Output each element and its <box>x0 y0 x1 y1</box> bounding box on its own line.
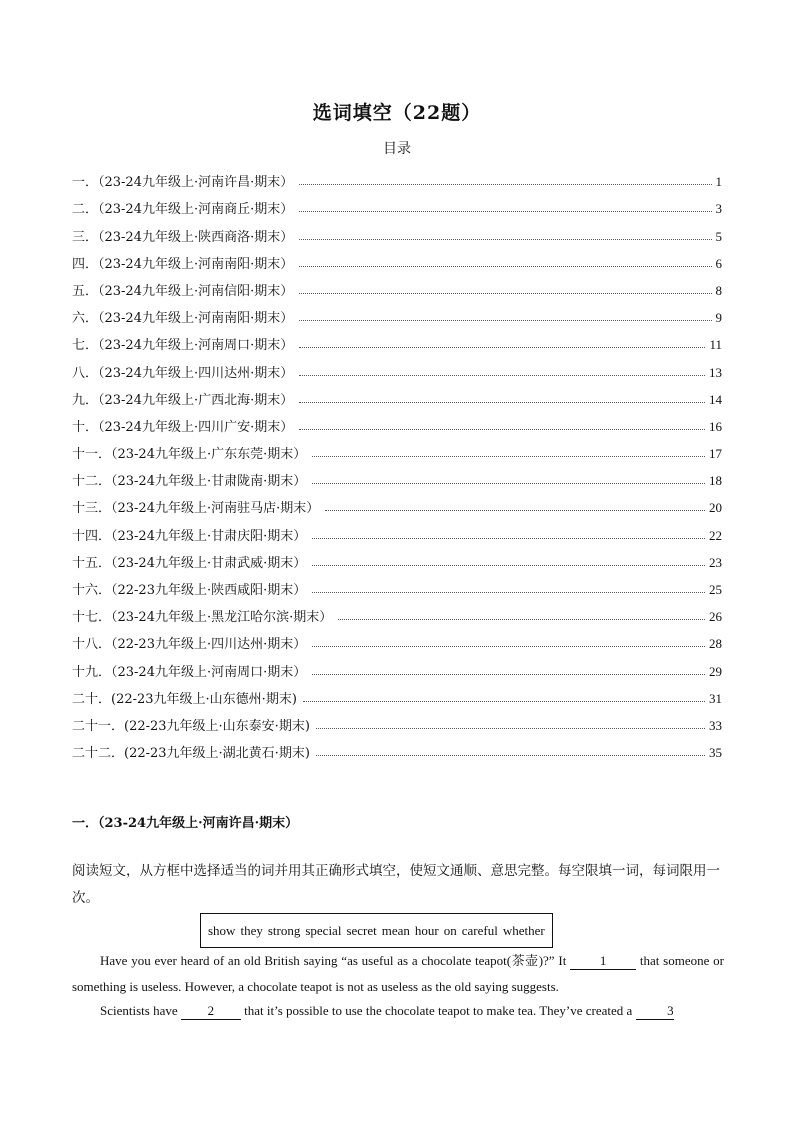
toc-entry-label: 二十一．(22-23九年级上·山东泰安·期末) <box>72 718 310 734</box>
document-title: 选词填空（22题） <box>312 102 482 124</box>
passage-paragraph <box>72 948 724 1000</box>
toc-entry-page: 9 <box>715 310 722 326</box>
toc-entry-page: 31 <box>709 690 722 706</box>
toc-entry[interactable] <box>72 462 722 489</box>
toc-entry-label: 四．（23-24九年级上·河南南阳·期末） <box>72 256 294 272</box>
toc-entry-label: 十三．（23-24九年级上·河南驻马店·期末） <box>72 501 320 517</box>
toc-dot-leader <box>299 183 711 185</box>
word-bank-word: special <box>305 923 342 938</box>
toc-entry-page: 6 <box>715 255 722 271</box>
toc-entry[interactable] <box>72 680 722 707</box>
toc-dot-leader <box>299 401 705 403</box>
toc-entry-label: 六．（23-24九年级上·河南南阳·期末） <box>72 311 294 327</box>
toc-entry[interactable] <box>72 353 722 380</box>
toc-entry-label: 十一．（23-24九年级上·广东东莞·期末） <box>72 447 307 463</box>
toc-dot-leader <box>299 292 711 294</box>
toc-entry-label: 三．（23-24九年级上·陕西商洛·期末） <box>72 229 294 245</box>
toc-entry-page: 25 <box>709 582 722 597</box>
toc-entry[interactable] <box>72 489 722 516</box>
paragraph-text: Have you ever heard of an old British saying “as useful as a chocolate teapot(茶壶)?” It <box>100 953 571 968</box>
answer-blank[interactable]: 1 <box>570 953 636 970</box>
toc-dot-leader <box>303 700 705 702</box>
toc-entry[interactable] <box>72 435 722 462</box>
word-bank-word: mean <box>381 923 410 938</box>
answer-blank[interactable]: 2 <box>181 1003 241 1020</box>
answer-blank[interactable]: 3 <box>636 1003 674 1020</box>
toc-entry-page: 28 <box>709 636 722 652</box>
toc-entry-page: 13 <box>709 364 722 380</box>
word-bank-word: on <box>443 923 457 938</box>
toc-dot-leader <box>312 482 705 484</box>
toc-entry-page: 35 <box>709 745 722 761</box>
toc-dot-leader <box>299 265 711 267</box>
toc-entry-page: 11 <box>709 337 722 353</box>
word-bank-word: show <box>208 923 236 938</box>
toc-entry[interactable] <box>72 381 722 408</box>
toc-entry[interactable] <box>72 707 722 734</box>
toc-entry[interactable] <box>72 408 722 435</box>
toc-dot-leader <box>312 673 705 675</box>
toc-dot-leader <box>312 455 705 457</box>
toc-dot-leader <box>312 537 705 539</box>
toc-entry-page: 14 <box>709 391 722 407</box>
toc-entry-page: 8 <box>715 282 722 298</box>
paragraph-text: Scientists have <box>100 1003 181 1018</box>
word-bank-word: whether <box>502 923 545 938</box>
toc-entry-label: 五．（23-24九年级上·河南信阳·期末） <box>72 283 294 299</box>
toc-dot-leader <box>299 428 705 430</box>
toc-entry[interactable] <box>72 734 722 761</box>
toc-entry-label: 十八．（22-23九年级上·四川达州·期末） <box>72 637 307 653</box>
toc-entry[interactable] <box>72 190 722 217</box>
toc-entry-page: 29 <box>709 663 722 679</box>
table-of-contents <box>72 163 722 761</box>
toc-entry-label: 二十．(22-23九年级上·山东德州·期末) <box>72 691 297 707</box>
section-heading: 一．（23-24九年级上·河南许昌·期末） <box>72 816 299 831</box>
word-bank-word: they <box>240 923 263 938</box>
toc-entry-label: 十七．（23-24九年级上·黑龙江哈尔滨·期末） <box>72 610 333 626</box>
toc-entry[interactable] <box>72 544 722 571</box>
toc-entry[interactable] <box>72 516 722 543</box>
toc-entry[interactable] <box>72 571 722 598</box>
toc-entry-label: 十九．（23-24九年级上·河南周口·期末） <box>72 664 307 680</box>
word-bank-word: careful <box>461 923 498 938</box>
paragraph-text: that someone or something is useless. However, a chocolate teapot is not as useless as the old saying suggests. <box>72 953 724 994</box>
toc-entry-page: 1 <box>715 174 722 190</box>
toc-dot-leader <box>312 591 705 593</box>
toc-dot-leader <box>338 618 705 620</box>
toc-entry-label: 九．（23-24九年级上·广西北海·期末） <box>72 392 294 408</box>
toc-entry[interactable] <box>72 652 722 679</box>
toc-entry[interactable] <box>72 217 722 244</box>
toc-entry-label: 七．（23-24九年级上·河南周口·期末） <box>72 338 294 354</box>
toc-entry-label: 十六．（22-23九年级上·陕西咸阳·期末） <box>72 583 307 598</box>
toc-entry-page: 16 <box>709 418 722 434</box>
toc-dot-leader <box>299 319 711 321</box>
toc-entry[interactable] <box>72 625 722 652</box>
toc-entry-page: 18 <box>709 473 722 489</box>
toc-heading: 目录 <box>383 141 411 157</box>
toc-entry[interactable] <box>72 299 722 326</box>
toc-entry-page: 5 <box>715 228 722 244</box>
passage-paragraph <box>72 998 724 1024</box>
toc-entry-page: 17 <box>709 446 722 462</box>
toc-dot-leader <box>299 238 711 240</box>
toc-entry-page: 20 <box>709 500 722 516</box>
toc-entry[interactable] <box>72 326 722 353</box>
toc-entry-page: 26 <box>709 609 722 625</box>
word-bank-word: secret <box>346 923 377 938</box>
toc-entry[interactable] <box>72 163 722 190</box>
toc-dot-leader <box>325 509 705 511</box>
toc-entry-page: 3 <box>715 201 722 217</box>
toc-entry-page: 33 <box>709 717 722 733</box>
word-bank-box <box>200 913 553 948</box>
word-bank-word: hour <box>414 923 439 938</box>
toc-entry-page: 22 <box>709 527 722 543</box>
toc-entry-label: 十四．（23-24九年级上·甘肃庆阳·期末） <box>72 528 307 544</box>
section-instructions: 阅读短文，从方框中选择适当的词并用其正确形式填空，使短文通顺、意思完整。每空限填一词，每词限用一次。 <box>72 863 720 906</box>
toc-dot-leader <box>299 374 705 376</box>
toc-entry-label: 十．（23-24九年级上·四川广安·期末） <box>72 419 294 435</box>
word-bank-word: strong <box>267 923 301 938</box>
toc-dot-leader <box>312 564 705 566</box>
toc-entry-label: 一．（23-24九年级上·河南许昌·期末） <box>72 175 294 191</box>
toc-entry[interactable] <box>72 598 722 625</box>
toc-entry-label: 二十二．(22-23九年级上·湖北黄石·期末) <box>72 746 310 762</box>
toc-entry[interactable] <box>72 272 722 299</box>
toc-entry[interactable] <box>72 245 722 272</box>
toc-entry-label: 二．（23-24九年级上·河南商丘·期末） <box>72 202 294 218</box>
toc-dot-leader <box>312 645 705 647</box>
toc-dot-leader <box>299 346 705 348</box>
toc-dot-leader <box>299 210 711 212</box>
paragraph-text: that it’s possible to use the chocolate teapot to make tea. They’ve created a <box>240 1003 636 1018</box>
toc-dot-leader <box>316 727 705 729</box>
toc-entry-label: 十二．（23-24九年级上·甘肃陇南·期末） <box>72 474 307 490</box>
toc-dot-leader <box>316 754 705 756</box>
toc-entry-label: 八．（23-24九年级上·四川达州·期末） <box>72 365 294 381</box>
toc-entry-page: 23 <box>709 554 722 570</box>
toc-entry-label: 十五．（23-24九年级上·甘肃武威·期末） <box>72 555 307 571</box>
